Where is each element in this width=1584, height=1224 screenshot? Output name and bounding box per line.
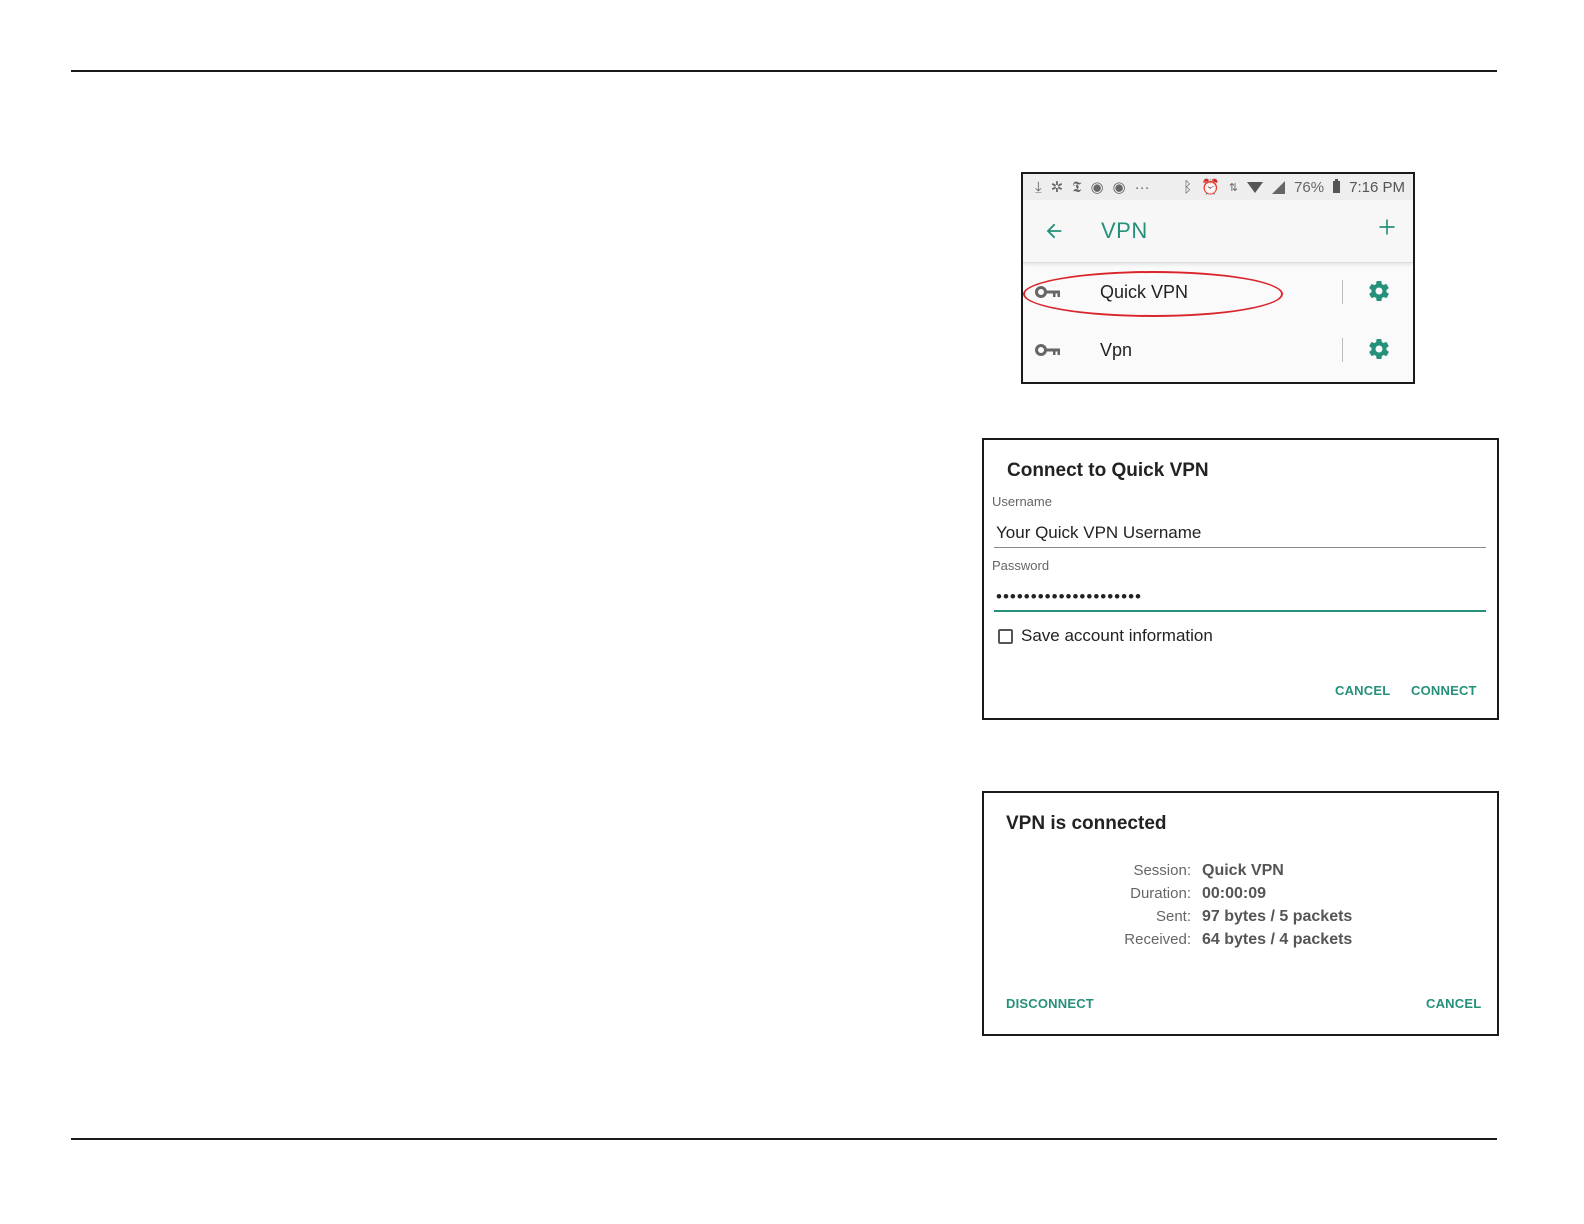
vpn-status-dialog <box>982 791 1499 1036</box>
bottom-rule <box>71 1138 1497 1140</box>
cancel-button[interactable]: CANCEL <box>1335 683 1391 698</box>
gear-icon[interactable] <box>1367 337 1391 361</box>
bluetooth-icon: ᛒ <box>1183 178 1193 196</box>
password-label: Password <box>992 558 1050 573</box>
vpn-profile-name: Vpn <box>1100 339 1133 360</box>
key-icon <box>1035 285 1061 299</box>
battery-percent: 76% <box>1294 178 1325 196</box>
fan-icon: ✲ <box>1050 179 1064 196</box>
duration-label: Duration: <box>1130 885 1191 902</box>
save-account-row[interactable] <box>998 626 1213 646</box>
username-input[interactable] <box>994 518 1486 548</box>
password-input[interactable] <box>994 582 1486 612</box>
status-row-sent <box>984 905 1497 928</box>
dialog-title: VPN is connected <box>1006 813 1167 834</box>
data-arrows-icon: ⇅ <box>1228 181 1239 194</box>
wifi-icon <box>1247 182 1263 193</box>
clock: 7:16 PM <box>1349 178 1405 196</box>
status-row-duration <box>984 882 1497 905</box>
session-label: Session: <box>1133 862 1191 879</box>
connect-dialog <box>982 438 1499 720</box>
page-title: VPN <box>1101 218 1148 243</box>
vpn-settings-screenshot <box>1021 172 1415 384</box>
cancel-button[interactable]: CANCEL <box>1426 996 1482 1011</box>
more-notifications-icon: ··· <box>1134 178 1150 196</box>
chrome-icon-2: ◉ <box>1112 179 1126 196</box>
vpn-profile-row[interactable] <box>1023 321 1413 379</box>
username-label: Username <box>992 494 1052 509</box>
signal-icon <box>1272 181 1285 194</box>
received-value: 64 bytes / 4 packets <box>1202 930 1353 948</box>
download-icon: ⤓ <box>1035 178 1042 196</box>
save-account-label: Save account information <box>1021 626 1213 645</box>
row-divider <box>1342 338 1343 362</box>
vpn-profile-row[interactable] <box>1023 263 1413 321</box>
status-row-received <box>984 928 1497 951</box>
add-vpn-icon[interactable] <box>1377 217 1397 237</box>
row-divider <box>1342 280 1343 304</box>
vpn-profile-name: Quick VPN <box>1100 281 1189 302</box>
app-bar <box>1023 200 1413 263</box>
back-arrow-icon[interactable] <box>1043 220 1065 242</box>
password-underline <box>994 610 1486 612</box>
top-rule <box>71 70 1497 72</box>
dialog-title: Connect to Quick VPN <box>1007 460 1209 481</box>
save-account-checkbox[interactable] <box>998 629 1013 644</box>
username-underline <box>994 547 1486 548</box>
alarm-icon: ⏰ <box>1201 179 1220 196</box>
disconnect-button[interactable]: DISCONNECT <box>1006 996 1094 1011</box>
news-icon: 𝕿 <box>1072 178 1082 196</box>
session-value: Quick VPN <box>1202 861 1284 879</box>
duration-value: 00:00:09 <box>1202 884 1267 902</box>
connection-details <box>984 859 1497 951</box>
status-bar <box>1023 174 1413 200</box>
received-label: Received: <box>1124 931 1191 948</box>
battery-icon <box>1333 181 1340 193</box>
sent-label: Sent: <box>1155 908 1191 925</box>
connect-button[interactable]: CONNECT <box>1411 683 1477 698</box>
status-row-session <box>984 859 1497 882</box>
key-icon <box>1035 343 1061 357</box>
chrome-icon: ◉ <box>1090 179 1104 196</box>
gear-icon[interactable] <box>1367 279 1391 303</box>
sent-value: 97 bytes / 5 packets <box>1202 907 1353 925</box>
